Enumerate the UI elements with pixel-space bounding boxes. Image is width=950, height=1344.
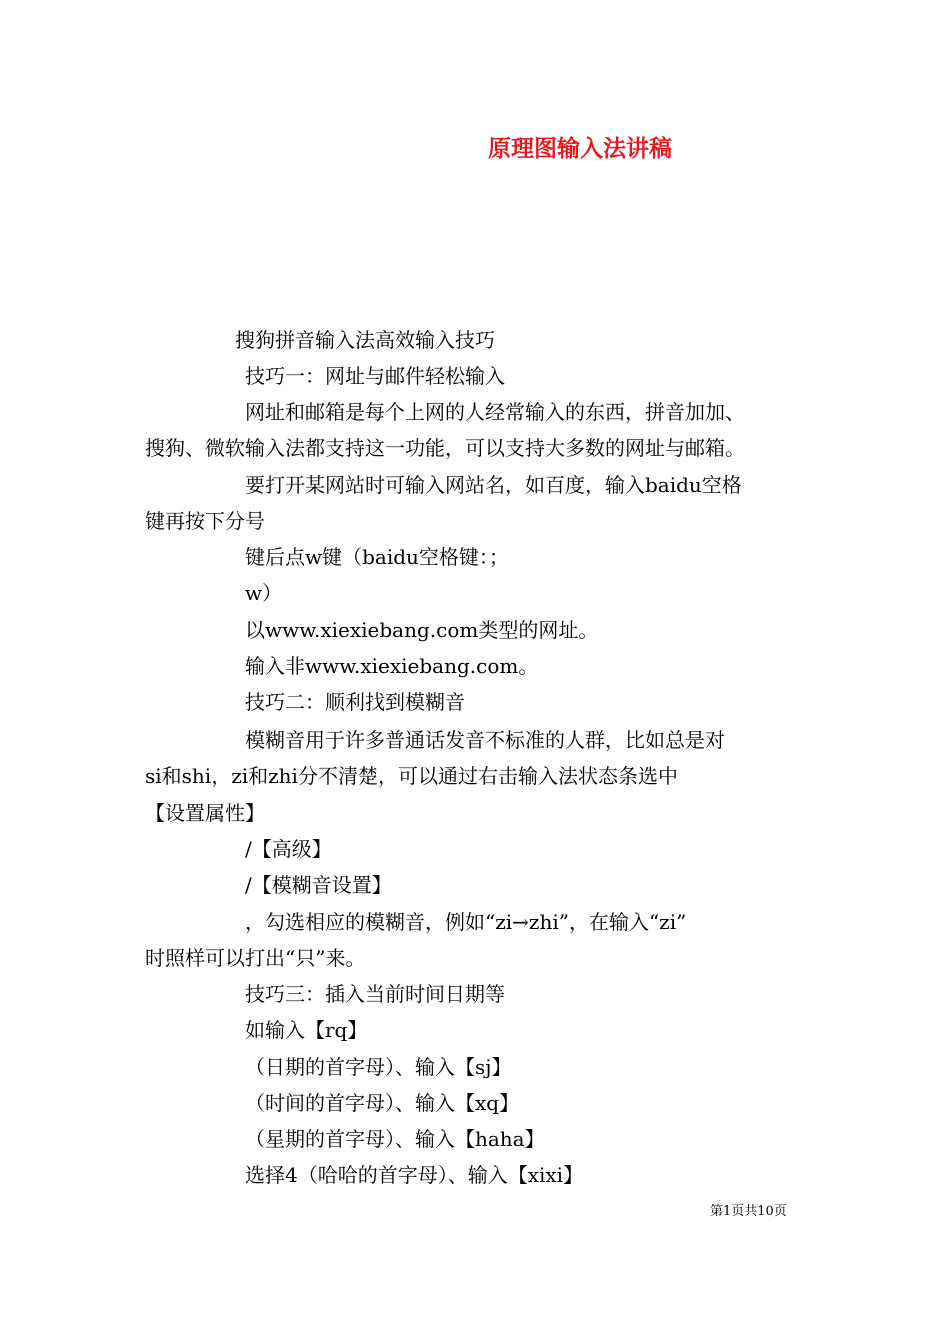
paragraph-line: si和shi，zi和zhi分不清楚，可以通过右击输入法状态条选中	[145, 764, 678, 788]
paragraph-line: 要打开某网站时可输入网站名，如百度，输入baidu空格	[245, 473, 742, 497]
paragraph-line: /【模糊音设置】	[245, 873, 392, 897]
page-number-footer: 第1页共10页	[710, 1204, 787, 1219]
paragraph-line: 键后点w键（baidu空格键：；	[245, 545, 509, 569]
paragraph-line: （时间的首字母）、输入【xq】	[245, 1091, 520, 1115]
section-heading-2: 技巧二：顺利找到模糊音	[245, 690, 465, 714]
paragraph-line: 如输入【rq】	[245, 1018, 368, 1042]
paragraph-line: （星期的首字母）、输入【haha】	[245, 1127, 545, 1151]
paragraph-line: 键再按下分号	[145, 509, 265, 533]
paragraph-line: 选择4（哈哈的首字母）、输入【xixi】	[245, 1163, 584, 1187]
paragraph-line: 网址和邮箱是每个上网的人经常输入的东西，拼音加加、	[245, 400, 745, 424]
paragraph-line: /【高级】	[245, 837, 332, 861]
section-heading-3: 技巧三：插入当前时间日期等	[245, 982, 505, 1006]
paragraph-line: 以www.xiexiebang.com类型的网址。	[245, 618, 599, 642]
section-heading-1: 技巧一：网址与邮件轻松输入	[245, 364, 505, 388]
paragraph-line: 时照样可以打出“只”来。	[145, 946, 366, 970]
paragraph-line: 【设置属性】	[145, 801, 265, 825]
paragraph-line: 搜狗、微软输入法都支持这一功能，可以支持大多数的网址与邮箱。	[145, 436, 745, 460]
paragraph-line: ，勾选相应的模糊音，例如“zi→zhi”，在输入“zi”	[245, 910, 687, 934]
paragraph-line: 输入非www.xiexiebang.com。	[245, 654, 539, 678]
paragraph-line: w）	[245, 581, 283, 605]
paragraph-line: 模糊音用于许多普通话发音不标准的人群，比如总是对	[245, 728, 725, 752]
paragraph-line: 搜狗拼音输入法高效输入技巧	[235, 328, 495, 352]
document-title: 原理图输入法讲稿	[488, 136, 672, 162]
paragraph-line: （日期的首字母）、输入【sj】	[245, 1055, 512, 1079]
